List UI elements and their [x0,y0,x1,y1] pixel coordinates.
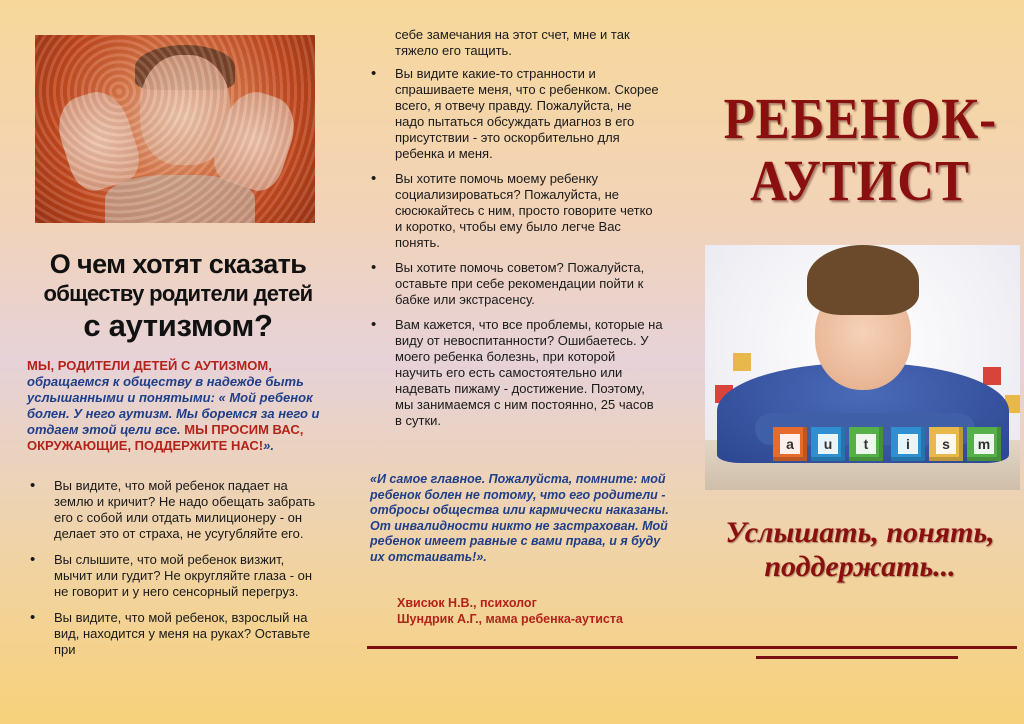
divider-line-short [756,656,958,659]
letter-cube: m [967,427,1001,461]
list-item: • Вы видите, что мой ребенок падает на землю и кричит? Не надо обещать забрать его с собой или отдать милиционеру - он делает это от страха, не усугубляйте его. [27,478,317,542]
letter-cube: s [929,427,963,461]
list-item: • Вы видите какие-то странности и спрашиваете меня, что с ребенком. Скорее всего, я отвечу правду. Пожалуйста, не надо пытаться обсуждать диагноз в его присутствии - это оскорбительно для ребенка и меня. [368,66,663,162]
continuation-text: себе замечания на этот счет, мне и так тяжело его тащить. [395,27,630,58]
headline-line1: О чем хотят сказать [49,249,307,279]
closing-quote: «И самое главное. Пожалуйста, помните: мой ребенок болен не потому, что его родители - отбросы общества или кармически наказаны. От инвалидности никто не застрахован. Мой ребенок имеет равные с вами права, и я буду их отстаивать!». [370,472,669,564]
divider-line [367,646,1017,649]
list-item: • Вы видите, что мой ребенок, взрослый на вид, находится у меня на руках? Оставьте при [27,610,317,658]
list-item: • Вам кажется, что все проблемы, которые на виду от невоспитанности? Ошибаетесь. У моего ребенка болезнь, при которой научить его есть самостоятельно или надевать пижаму - достижение. Поэтому, мы занимаемся с ним постоянно, 25 часов в сутки. [368,317,663,429]
list-item: • Вы хотите помочь советом? Пожалуйста, оставьте при себе рекомендации пойти к бабке или экстрасенсу. [368,260,663,308]
title-line2: АУТИСТ [750,148,970,213]
middle-bullet-list [368,66,663,438]
signature-psychologist: Хвисюк Н.В., психолог [397,596,537,610]
child-behind-glass-photo [35,35,315,223]
list-item: • Вы слышите, что мой ребенок визжит, мычит или гудит? Не округляйте глаза - он не говорит и у него сенсорный перегруз. [27,552,317,600]
intro-tail: ». [263,438,274,453]
slogan-line1: Услышать, понять, [725,516,995,549]
slogan [700,516,1020,584]
intro-red-2: МЫ ПРОСИМ ВАС, ОКРУЖАЮЩИЕ, ПОДДЕРЖИТЕ НАС! [27,422,304,453]
left-panel [0,0,345,724]
headline-line2: обществу родители детей [43,281,313,306]
boy-with-cubes-photo [705,245,1020,490]
left-headline [18,248,338,344]
signatures [397,596,623,627]
intro-blue: обращаемся к обществу в надежде быть услышанными и понятыми: « Мой ребенок болен. У него аутизм. Мы боремся за него и отдаем этой цели все. [27,374,320,437]
left-bullet-list [27,478,317,668]
slogan-line2: поддержать... [764,550,956,583]
intro-paragraph [27,358,327,454]
signature-mother: Шундрик А.Г., мама ребенка-аутиста [397,611,623,626]
list-item: • Вы хотите помочь моему ребенку социализироваться? Пожалуйста, не сюсюкайтесь с ним, просто говорите четко и коротко, чтобы ему было легче Вас понять. [368,171,663,251]
brochure-title [724,88,997,212]
letter-cube: u [811,427,845,461]
letter-cube: t [849,427,883,461]
intro-red-1: МЫ, РОДИТЕЛИ ДЕТЕЙ С АУТИЗМОМ, [27,358,272,373]
letter-cube: i [891,427,925,461]
headline-line3: с аутизмом? [83,308,273,343]
letter-cube: a [773,427,807,461]
title-line1: РЕБЕНОК- [723,86,998,151]
